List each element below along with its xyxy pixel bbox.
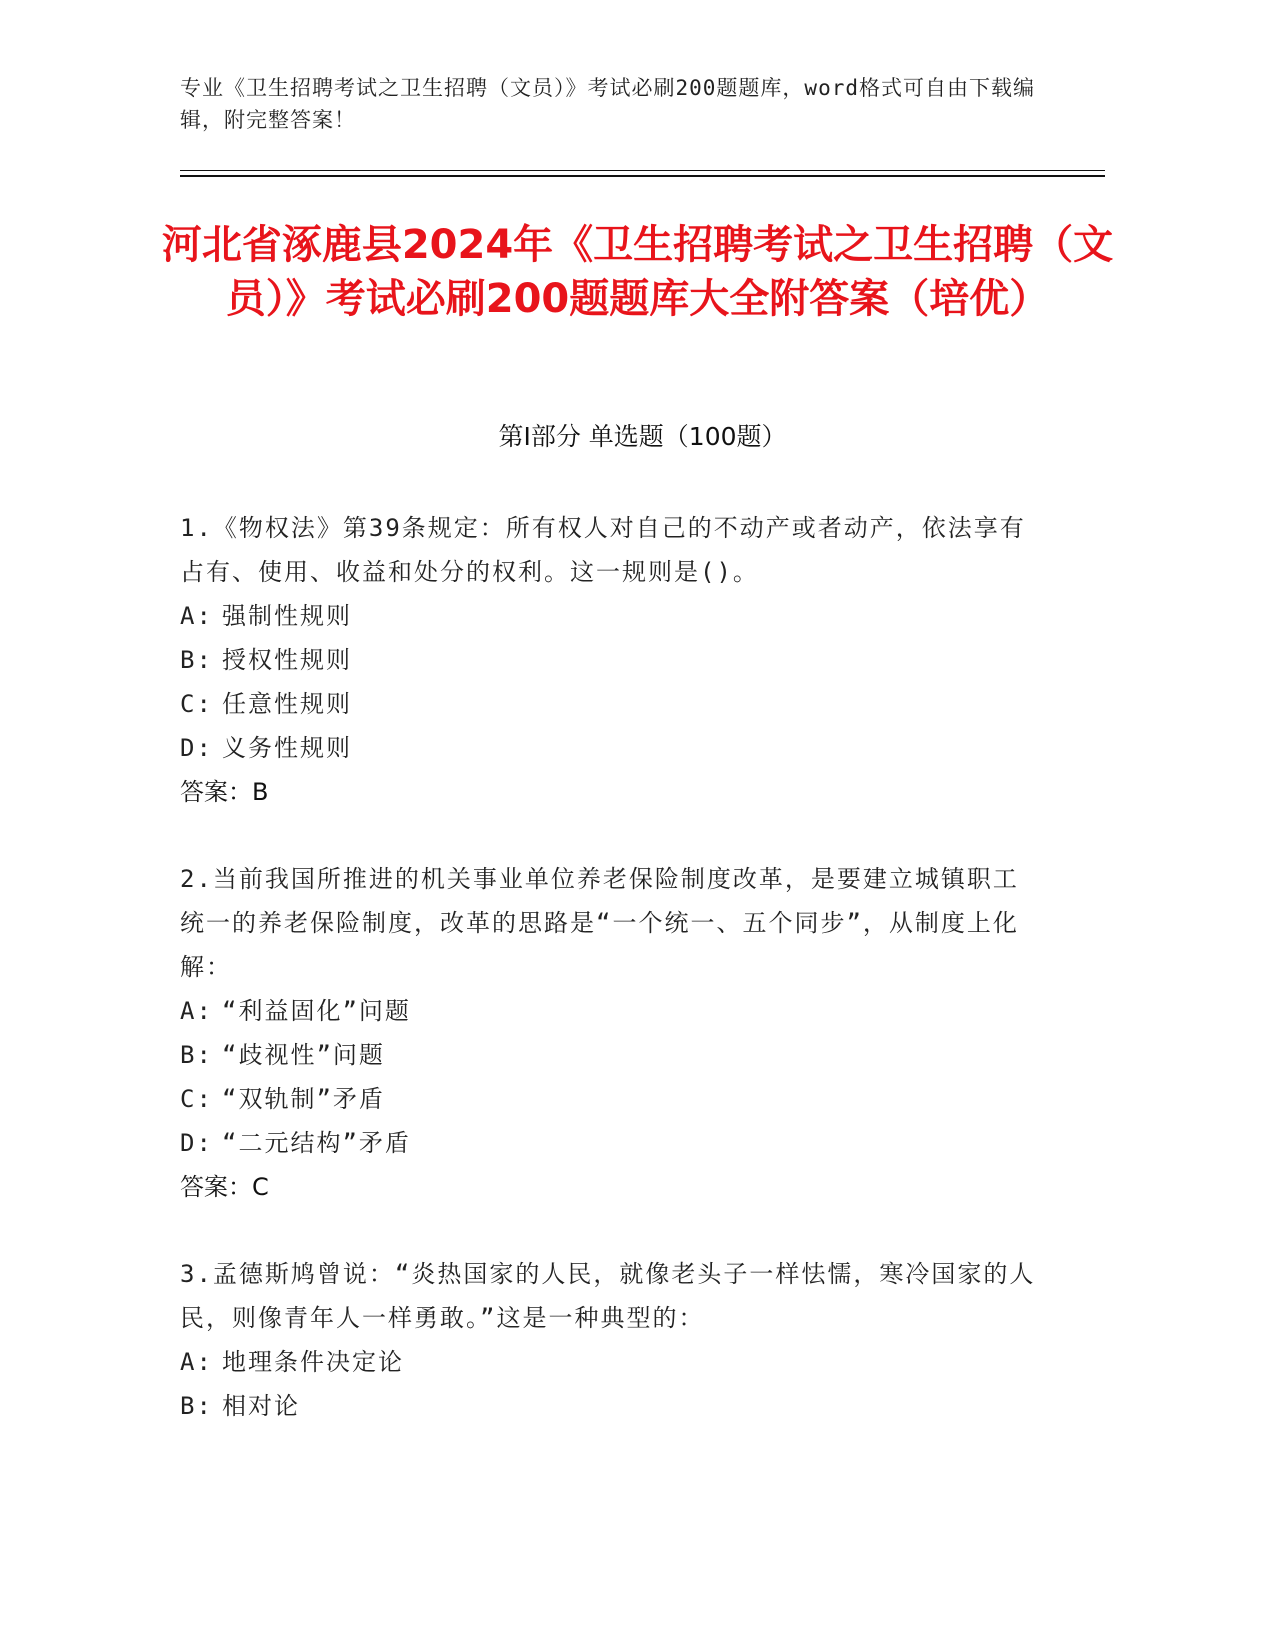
- option-text: “二元结构”矛盾: [222, 1129, 411, 1157]
- option-key: A:: [180, 997, 213, 1025]
- option-key: B:: [180, 1041, 213, 1069]
- question-option: [180, 594, 1040, 638]
- question-option: [180, 682, 1040, 726]
- option-key: C:: [180, 690, 213, 718]
- question-option: [180, 726, 1040, 770]
- option-text: 授权性规则: [222, 646, 352, 674]
- option-text: “双轨制”矛盾: [222, 1085, 385, 1113]
- option-text: 任意性规则: [222, 690, 352, 718]
- option-key: B:: [180, 646, 213, 674]
- question-option: [180, 1384, 1040, 1428]
- question-stem: 2.当前我国所推进的机关事业单位养老保险制度改革，是要建立城镇职工统一的养老保险制度，改革的思路是“一个统一、五个同步”，从制度上化解：: [180, 865, 1019, 981]
- header-divider-thin: [180, 170, 1105, 171]
- question-answer: 答案：B: [180, 778, 269, 806]
- header-divider-thick: [180, 175, 1105, 177]
- option-text: “利益固化”问题: [222, 997, 411, 1025]
- option-text: “歧视性”问题: [222, 1041, 385, 1069]
- option-key: D:: [180, 734, 213, 762]
- question-answer: 答案：C: [180, 1173, 269, 1201]
- question-option: [180, 1033, 1040, 1077]
- option-text: 义务性规则: [222, 734, 352, 762]
- question-option: [180, 1340, 1040, 1384]
- option-key: D:: [180, 1129, 213, 1157]
- question-option: [180, 638, 1040, 682]
- document-title: 河北省涿鹿县2024年《卫生招聘考试之卫生招聘（文员）》考试必刷200题题库大全附答案（培优）: [161, 222, 1114, 322]
- question-item: [180, 1252, 1040, 1428]
- option-text: 相对论: [222, 1392, 300, 1420]
- option-key: B:: [180, 1392, 213, 1420]
- section-heading: 第Ⅰ部分 单选题（100题）: [498, 422, 787, 451]
- header-note: 专业《卫生招聘考试之卫生招聘（文员）》考试必刷200题题库，word格式可自由下载编辑，附完整答案！: [180, 76, 1035, 132]
- question-stem: 3.孟德斯鸠曾说：“炎热国家的人民，就像老头子一样怯懦，寒冷国家的人民，则像青年人一样勇敢。”这是一种典型的：: [180, 1260, 1036, 1332]
- option-text: 强制性规则: [222, 602, 352, 630]
- option-key: C:: [180, 1085, 213, 1113]
- option-key: A:: [180, 602, 213, 630]
- question-item: [180, 506, 1040, 814]
- question-option: [180, 1121, 1040, 1165]
- question-stem: 1.《物权法》第39条规定：所有权人对自己的不动产或者动产，依法享有占有、使用、收益和处分的权利。这一规则是()。: [180, 514, 1026, 586]
- question-list: [180, 506, 1040, 1471]
- option-key: A:: [180, 1348, 213, 1376]
- question-option: [180, 1077, 1040, 1121]
- question-item: [180, 857, 1040, 1209]
- question-option: [180, 989, 1040, 1033]
- option-text: 地理条件决定论: [222, 1348, 404, 1376]
